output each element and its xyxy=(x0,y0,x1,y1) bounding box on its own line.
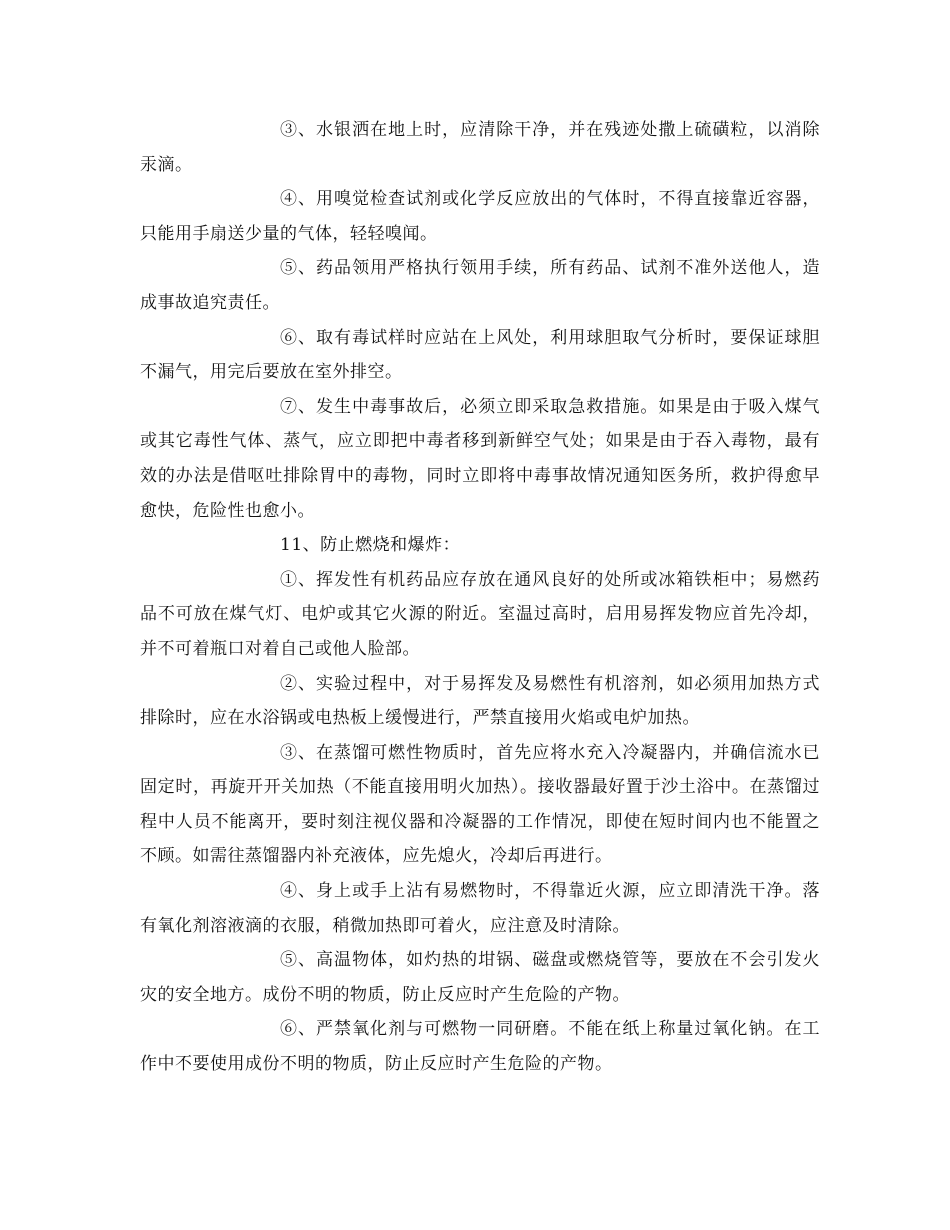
paragraph-poisoning-first-aid: ⑦、发生中毒事故后，必须立即采取急救措施。如果是由于吸入煤气或其它毒性气体、蒸气，应立即把中毒者移到新鲜空气处；如果是由于吞入毒物，最有效的办法是借呕吐排除胃中的毒物，同时立即将中毒事故情况通知医务所，救护得愈早愈快，危险性也愈小。 xyxy=(140,396,820,521)
paragraph-smell-gas: ④、用嗅觉检查试剂或化学反应放出的气体时，不得直接靠近容器，只能用手扇送少量的气体，轻轻嗅闻。 xyxy=(140,189,820,244)
paragraph-oxidizer-grinding: ⑥、严禁氧化剂与可燃物一同研磨。不能在纸上称量过氧化钠。在工作中不要使用成份不明的物质，防止反应时产生危险的产物。 xyxy=(140,1019,820,1075)
document-body xyxy=(140,113,820,1082)
paragraph-chemical-requisition: ⑤、药品领用严格执行领用手续，所有药品、试剂不准外送他人，造成事故追究责任。 xyxy=(140,258,820,313)
paragraph-hot-objects: ⑤、高温物体，如灼热的坩锅、磁盘或燃烧管等，要放在不会引发火灾的安全地方。成份不明的物质，防止反应时产生危险的产物。 xyxy=(140,950,820,1005)
paragraph-volatile-storage: ①、挥发性有机药品应存放在通风良好的处所或冰箱铁柜中；易燃药品不可放在煤气灯、电炉或其它火源的附近。室温过高时，启用易挥发物应首先冷却，并不可着瓶口对着自己或他人脸部。 xyxy=(140,569,820,659)
paragraph-solvent-heating: ②、实验过程中，对于易挥发及易燃性有机溶剂，如必须用加热方式排除时，应在水浴锅或电热板上缓慢进行，严禁直接用火焰或电炉加热。 xyxy=(140,673,820,729)
paragraph-distillation: ③、在蒸馏可燃性物质时，首先应将水充入冷凝器内，并确信流水已固定时，再旋开开关加热（不能直接用明火加热）。接收器最好置于沙土浴中。在蒸馏过程中人员不能离开，要时刻注视仪器和冷凝器的工作情况，即使在短时间内也不能置之不顾。如需往蒸馏器内补充液体，应先熄火，冷却后再进行。 xyxy=(140,742,820,867)
paragraph-mercury-spill: ③、水银洒在地上时，应清除干净，并在残迹处撒上硫磺粒，以消除汞滴。 xyxy=(140,120,820,175)
section-heading-fire-explosion: 11、防止燃烧和爆炸： xyxy=(280,535,461,556)
paragraph-flammable-contact: ④、身上或手上沾有易燃物时，不得靠近火源，应立即清洗干净。落有氧化剂溶液滴的衣服，稍微加热即可着火，应注意及时清除。 xyxy=(140,881,820,936)
paragraph-toxic-sampling: ⑥、取有毒试样时应站在上风处，利用球胆取气分析时，要保证球胆不漏气，用完后要放在室外排空。 xyxy=(140,327,820,383)
